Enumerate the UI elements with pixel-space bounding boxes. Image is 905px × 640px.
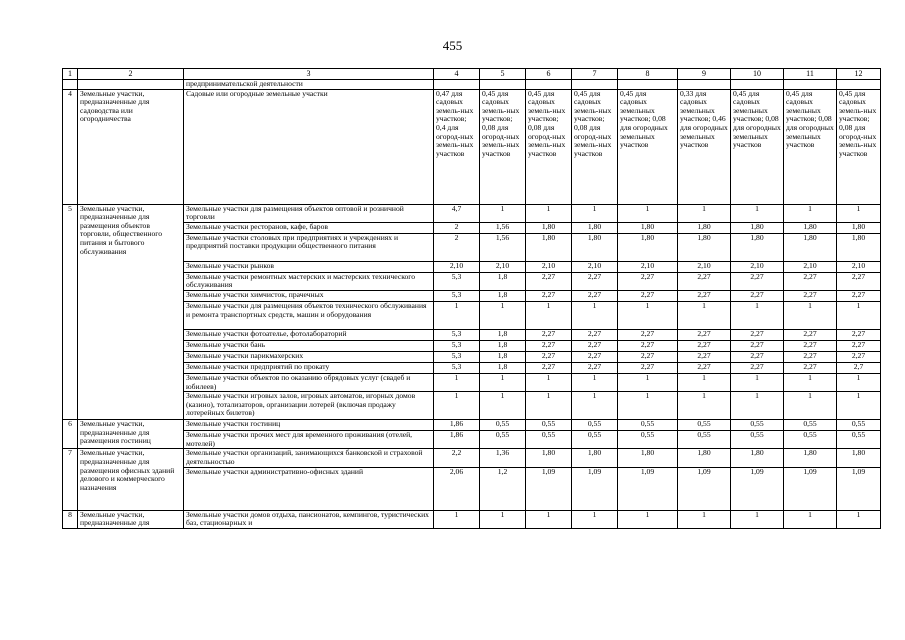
- coefficient-cell: 1,80: [678, 233, 731, 261]
- coefficient-cell: 1,80: [731, 222, 784, 233]
- coefficient-cell: 2,27: [526, 290, 572, 301]
- coefficient-cell: 2,27: [784, 362, 837, 373]
- coefficient-cell: 2,2: [434, 449, 480, 467]
- coefficient-cell: 1: [434, 301, 480, 329]
- coefficient-cell: 2: [434, 233, 480, 261]
- coefficient-cell: 2,10: [526, 261, 572, 272]
- column-header: 6: [526, 69, 572, 80]
- column-header: 3: [184, 69, 434, 80]
- coefficient-cell: 0,55: [731, 431, 784, 449]
- row-number-cell: 7: [63, 449, 78, 510]
- coefficient-cell: 0,55: [618, 420, 678, 431]
- coefficient-cell: 2,27: [572, 290, 618, 301]
- coefficient-cell: 0,55: [837, 431, 881, 449]
- coefficient-cell: 2,27: [731, 290, 784, 301]
- coefficient-cell: 1: [678, 301, 731, 329]
- coefficient-cell: 1: [731, 373, 784, 391]
- coefficient-cell: [572, 80, 618, 90]
- coefficient-cell: 1,80: [526, 449, 572, 467]
- coefficient-cell: 1,80: [784, 449, 837, 467]
- coefficient-cell: 1,80: [618, 449, 678, 467]
- table-row: [63, 373, 881, 391]
- coefficient-cell: [526, 80, 572, 90]
- coefficient-cell: 1,80: [618, 233, 678, 261]
- column-header: 12: [837, 69, 881, 80]
- coefficient-cell: 2,10: [731, 261, 784, 272]
- coefficient-cell: 2,27: [784, 290, 837, 301]
- land-use-cell: Земельные участки объектов по оказанию обрядовых услуг (свадеб и юбилеев): [184, 373, 434, 391]
- land-use-cell: Земельные участки рынков: [184, 261, 434, 272]
- row-number-cell: 6: [63, 420, 78, 449]
- coefficient-cell: 1,80: [837, 449, 881, 467]
- coefficient-cell: 1: [784, 510, 837, 528]
- coefficient-cell: 5,3: [434, 290, 480, 301]
- land-use-cell: Земельные участки бань: [184, 340, 434, 351]
- coefficient-cell: 2,06: [434, 467, 480, 510]
- coefficient-cell: 1,8: [480, 351, 526, 362]
- coefficient-cell: [837, 80, 881, 90]
- coefficient-cell: 2,27: [572, 340, 618, 351]
- row-number-cell: 5: [63, 204, 78, 420]
- coefficient-cell: 2,10: [784, 261, 837, 272]
- coefficient-cell: 1,80: [784, 233, 837, 261]
- coefficient-cell: 0,45 для садовых земельных участков; 0,08 для огородных земельных участков: [618, 89, 678, 204]
- table-row: [63, 233, 881, 261]
- coefficient-cell: 2,27: [678, 329, 731, 340]
- coefficient-cell: 2,27: [526, 351, 572, 362]
- coefficient-cell: 4,7: [434, 204, 480, 222]
- coefficient-cell: 2,27: [526, 362, 572, 373]
- coefficient-cell: 0,55: [678, 420, 731, 431]
- coefficient-cell: 2,10: [480, 261, 526, 272]
- land-use-cell: Земельные участки для размещения объектов технического обслуживания и ремонта транспортных средств, машин и оборудования: [184, 301, 434, 329]
- coefficient-cell: 1: [572, 204, 618, 222]
- table-row: [63, 301, 881, 329]
- land-category-cell: Земельные участки, предназначенные для размещения гостиниц: [78, 420, 184, 449]
- coefficient-cell: 1: [572, 301, 618, 329]
- table-row: [63, 222, 881, 233]
- land-category-cell: Земельные участки, предназначенные для размещения объектов торговли, общественного питания и бытового обслуживания: [78, 204, 184, 420]
- coefficient-cell: 1: [837, 510, 881, 528]
- row-number-cell: 8: [63, 510, 78, 528]
- coefficient-cell: 0,45 для садовых земельных участков; 0,08 для огородных земельных участков: [784, 89, 837, 204]
- coefficient-cell: 2,10: [618, 261, 678, 272]
- land-use-cell: Земельные участки организаций, занимающихся банковской и страховой деятельностью: [184, 449, 434, 467]
- coefficient-cell: 1: [480, 392, 526, 420]
- coefficient-cell: 1,09: [784, 467, 837, 510]
- coefficient-cell: 5,3: [434, 351, 480, 362]
- coefficient-cell: 0,45 для садовых земель-ных участков; 0,08 для огород-ных земель-ных участков: [526, 89, 572, 204]
- coefficient-cell: 2,10: [434, 261, 480, 272]
- land-use-cell: Земельные участки прочих мест для временного проживания (отелей, мотелей): [184, 431, 434, 449]
- coefficient-cell: 1,80: [572, 449, 618, 467]
- coefficient-cell: [784, 80, 837, 90]
- coefficient-cell: [731, 80, 784, 90]
- coefficient-cell: 1,09: [572, 467, 618, 510]
- table-row: [63, 467, 881, 510]
- coefficient-cell: 1: [837, 373, 881, 391]
- coefficient-cell: 1,80: [731, 233, 784, 261]
- coefficient-cell: 1: [618, 373, 678, 391]
- coefficient-cell: 2,27: [572, 351, 618, 362]
- table-row: [63, 362, 881, 373]
- coefficient-cell: 1,56: [480, 233, 526, 261]
- table-row: [63, 80, 881, 90]
- coefficient-cell: 0,55: [678, 431, 731, 449]
- table-row: [63, 272, 881, 290]
- coefficient-cell: 2,27: [618, 272, 678, 290]
- coefficient-cell: 2,27: [526, 329, 572, 340]
- coefficient-cell: 1,09: [837, 467, 881, 510]
- coefficient-cell: 1: [480, 510, 526, 528]
- coefficient-cell: 0,55: [526, 431, 572, 449]
- coefficient-cell: 1: [480, 373, 526, 391]
- coefficient-cell: 2,27: [784, 351, 837, 362]
- table-row: [63, 351, 881, 362]
- coefficient-cell: 2,27: [731, 329, 784, 340]
- coefficient-cell: 2,27: [526, 340, 572, 351]
- coefficient-cell: 1: [572, 373, 618, 391]
- coefficient-cell: 1: [784, 392, 837, 420]
- coefficient-cell: 0,55: [480, 431, 526, 449]
- column-header: 2: [78, 69, 184, 80]
- coefficient-cell: 1,09: [731, 467, 784, 510]
- coefficient-cell: 2,27: [618, 329, 678, 340]
- header-row: [63, 69, 881, 80]
- coefficient-cell: 2,27: [526, 272, 572, 290]
- coefficient-cell: 1: [572, 392, 618, 420]
- coefficient-cell: 0,45 для садовых земель-ных участков; 0,08 для огород-ных земель-ных участков: [480, 89, 526, 204]
- column-header: 1: [63, 69, 78, 80]
- coefficient-cell: 1: [678, 510, 731, 528]
- land-use-cell: Земельные участки ресторанов, кафе, баров: [184, 222, 434, 233]
- coefficient-cell: 1,80: [837, 233, 881, 261]
- coefficient-cell: 5,3: [434, 362, 480, 373]
- coefficient-cell: 2,27: [678, 362, 731, 373]
- coefficient-cell: 2,27: [678, 340, 731, 351]
- coefficient-cell: 1,86: [434, 431, 480, 449]
- coefficient-cell: 1: [731, 392, 784, 420]
- table-row: [63, 261, 881, 272]
- coefficient-cell: 1: [434, 510, 480, 528]
- coefficients-table: [62, 68, 881, 529]
- column-header: 4: [434, 69, 480, 80]
- coefficient-cell: 2: [434, 222, 480, 233]
- coefficient-cell: 0,55: [480, 420, 526, 431]
- coefficient-cell: 2,27: [618, 351, 678, 362]
- table-row: [63, 290, 881, 301]
- coefficient-cell: 0,45 для садовых земель-ных участков; 0,08 для огород-ных земель-ных участков: [837, 89, 881, 204]
- coefficient-cell: 1: [526, 204, 572, 222]
- coefficient-cell: 1: [526, 510, 572, 528]
- coefficient-cell: 2,7: [837, 362, 881, 373]
- coefficient-cell: 1: [837, 301, 881, 329]
- coefficient-cell: 1,86: [434, 420, 480, 431]
- coefficient-cell: 1,80: [572, 233, 618, 261]
- coefficient-cell: 2,10: [572, 261, 618, 272]
- coefficient-cell: 1,8: [480, 329, 526, 340]
- land-use-cell: Земельные участки ремонтных мастерских и мастерских технического обслуживания: [184, 272, 434, 290]
- coefficient-cell: 1: [784, 301, 837, 329]
- coefficient-cell: 1: [480, 204, 526, 222]
- coefficient-cell: 2,27: [731, 362, 784, 373]
- coefficient-cell: 2,27: [784, 272, 837, 290]
- table-row: [63, 392, 881, 420]
- land-use-cell: Садовые или огородные земельные участки: [184, 89, 434, 204]
- row-number-cell: 4: [63, 89, 78, 204]
- coefficient-cell: 1,8: [480, 290, 526, 301]
- coefficient-cell: 1,8: [480, 272, 526, 290]
- coefficient-cell: 1,09: [618, 467, 678, 510]
- coefficient-cell: 1: [731, 204, 784, 222]
- column-header: 5: [480, 69, 526, 80]
- coefficient-cell: 0,55: [526, 420, 572, 431]
- land-category-cell: Земельные участки, предназначенные для садоводства или огородничества: [78, 89, 184, 204]
- coefficient-cell: 2,27: [731, 351, 784, 362]
- coefficient-cell: 1,8: [480, 362, 526, 373]
- coefficient-cell: 2,27: [837, 351, 881, 362]
- coefficient-cell: 1: [731, 510, 784, 528]
- coefficient-cell: 2,27: [784, 329, 837, 340]
- coefficient-cell: 2,27: [572, 272, 618, 290]
- coefficient-cell: 1,80: [678, 222, 731, 233]
- coefficient-cell: 1: [618, 392, 678, 420]
- coefficient-cell: 1,36: [480, 449, 526, 467]
- coefficient-cell: 2,10: [678, 261, 731, 272]
- coefficient-cell: [678, 80, 731, 90]
- page-number: 455: [442, 38, 463, 53]
- coefficient-cell: 1: [837, 392, 881, 420]
- coefficient-cell: 2,27: [618, 290, 678, 301]
- coefficient-cell: [434, 80, 480, 90]
- coefficient-cell: 0,55: [618, 431, 678, 449]
- coefficient-cell: 1: [678, 373, 731, 391]
- coefficient-cell: 0,55: [784, 420, 837, 431]
- coefficient-cell: 1,80: [784, 222, 837, 233]
- land-use-cell: Земельные участки химчисток, прачечных: [184, 290, 434, 301]
- coefficient-cell: 1: [837, 204, 881, 222]
- table-row: [63, 89, 881, 204]
- coefficient-cell: 0,55: [837, 420, 881, 431]
- column-header: 11: [784, 69, 837, 80]
- coefficient-cell: 2,27: [572, 329, 618, 340]
- coefficient-cell: 2,27: [618, 362, 678, 373]
- coefficient-cell: 0,55: [784, 431, 837, 449]
- coefficient-cell: 0,45 для садовых земельных участков; 0,08 для огородных земельных участков: [731, 89, 784, 204]
- coefficient-cell: 1: [526, 301, 572, 329]
- land-use-cell: Земельные участки столовых при предприятиях и учреждениях и предприятий поставки продукции общественного питания: [184, 233, 434, 261]
- coefficient-cell: 1: [784, 373, 837, 391]
- coefficient-cell: 1,09: [678, 467, 731, 510]
- coefficient-cell: 1,80: [526, 233, 572, 261]
- land-use-cell: Земельные участки гостиниц: [184, 420, 434, 431]
- coefficient-cell: 1: [618, 301, 678, 329]
- coefficient-cell: 0,47 для садовых земель-ных участков; 0,4 для огород-ных земель-ных участков: [434, 89, 480, 204]
- coefficient-cell: 1: [731, 301, 784, 329]
- land-category-cell: [78, 80, 184, 90]
- coefficient-cell: 2,27: [731, 340, 784, 351]
- coefficient-cell: 2,27: [837, 272, 881, 290]
- coefficient-cell: 1: [480, 301, 526, 329]
- coefficient-cell: 5,3: [434, 329, 480, 340]
- land-use-cell: Земельные участки предприятий по прокату: [184, 362, 434, 373]
- land-use-cell: Земельные участки парикмахерских: [184, 351, 434, 362]
- coefficient-cell: 0,55: [731, 420, 784, 431]
- table-row: [63, 431, 881, 449]
- row-number-cell: [63, 80, 78, 90]
- coefficient-cell: 1,80: [572, 222, 618, 233]
- coefficient-cell: 1: [526, 373, 572, 391]
- coefficient-cell: 2,27: [678, 351, 731, 362]
- column-header: 9: [678, 69, 731, 80]
- coefficient-cell: 2,27: [784, 340, 837, 351]
- coefficient-cell: 1: [526, 392, 572, 420]
- coefficient-cell: 1,80: [526, 222, 572, 233]
- land-category-cell: Земельные участки, предназначенные для размещения офисных зданий делового и коммерческого назначения: [78, 449, 184, 510]
- coefficient-cell: 1: [784, 204, 837, 222]
- coefficient-cell: 2,27: [572, 362, 618, 373]
- coefficient-cell: 2,27: [837, 329, 881, 340]
- coefficient-cell: [618, 80, 678, 90]
- coefficient-cell: 1: [434, 392, 480, 420]
- coefficient-cell: 1: [678, 204, 731, 222]
- coefficient-cell: 1,2: [480, 467, 526, 510]
- coefficient-cell: 1,8: [480, 340, 526, 351]
- coefficient-cell: [480, 80, 526, 90]
- table-row: [63, 204, 881, 222]
- table-row: [63, 420, 881, 431]
- land-use-cell: предпринимательской деятельности: [184, 80, 434, 90]
- coefficient-cell: 0,33 для садовых земельных участков; 0,46 для огородных земельных участков: [678, 89, 731, 204]
- coefficient-cell: 1: [572, 510, 618, 528]
- coefficient-cell: 2,10: [837, 261, 881, 272]
- table-row: [63, 510, 881, 528]
- land-category-cell: Земельные участки, предназначенные для: [78, 510, 184, 528]
- coefficient-cell: 0,55: [572, 431, 618, 449]
- coefficient-cell: 0,45 для садовых земель-ных участков; 0,08 для огород-ных земель-ных участков: [572, 89, 618, 204]
- column-header: 8: [618, 69, 678, 80]
- land-use-cell: Земельные участки административно-офисных зданий: [184, 467, 434, 510]
- coefficient-cell: 1: [618, 204, 678, 222]
- column-header: 7: [572, 69, 618, 80]
- coefficient-cell: 1: [434, 373, 480, 391]
- coefficient-cell: 1,80: [837, 222, 881, 233]
- coefficient-cell: 2,27: [837, 340, 881, 351]
- coefficient-cell: 0,55: [572, 420, 618, 431]
- land-use-cell: Земельные участки домов отдыха, пансионатов, кемпингов, туристических баз, стационарных и: [184, 510, 434, 528]
- land-use-cell: Земельные участки игровых залов, игровых автоматов, игорных домов (казино), тотализаторов, организации лотерей (включая продажу лотерейных билетов): [184, 392, 434, 420]
- coefficient-cell: 2,27: [618, 340, 678, 351]
- coefficient-cell: 1,80: [731, 449, 784, 467]
- coefficient-cell: 1: [678, 392, 731, 420]
- land-use-cell: Земельные участки фотоателье, фотолабораторий: [184, 329, 434, 340]
- coefficient-cell: 1,09: [526, 467, 572, 510]
- table-row: [63, 340, 881, 351]
- column-header: 10: [731, 69, 784, 80]
- coefficient-cell: 5,3: [434, 340, 480, 351]
- coefficient-cell: 1,56: [480, 222, 526, 233]
- land-use-cell: Земельные участки для размещения объектов оптовой и розничной торговли: [184, 204, 434, 222]
- coefficient-cell: 1,80: [618, 222, 678, 233]
- coefficient-cell: 2,27: [837, 290, 881, 301]
- table-row: [63, 329, 881, 340]
- coefficient-cell: 5,3: [434, 272, 480, 290]
- coefficient-cell: 1: [618, 510, 678, 528]
- coefficient-cell: 2,27: [731, 272, 784, 290]
- coefficient-cell: 2,27: [678, 272, 731, 290]
- coefficient-cell: 1,80: [678, 449, 731, 467]
- coefficient-cell: 2,27: [678, 290, 731, 301]
- table-row: [63, 449, 881, 467]
